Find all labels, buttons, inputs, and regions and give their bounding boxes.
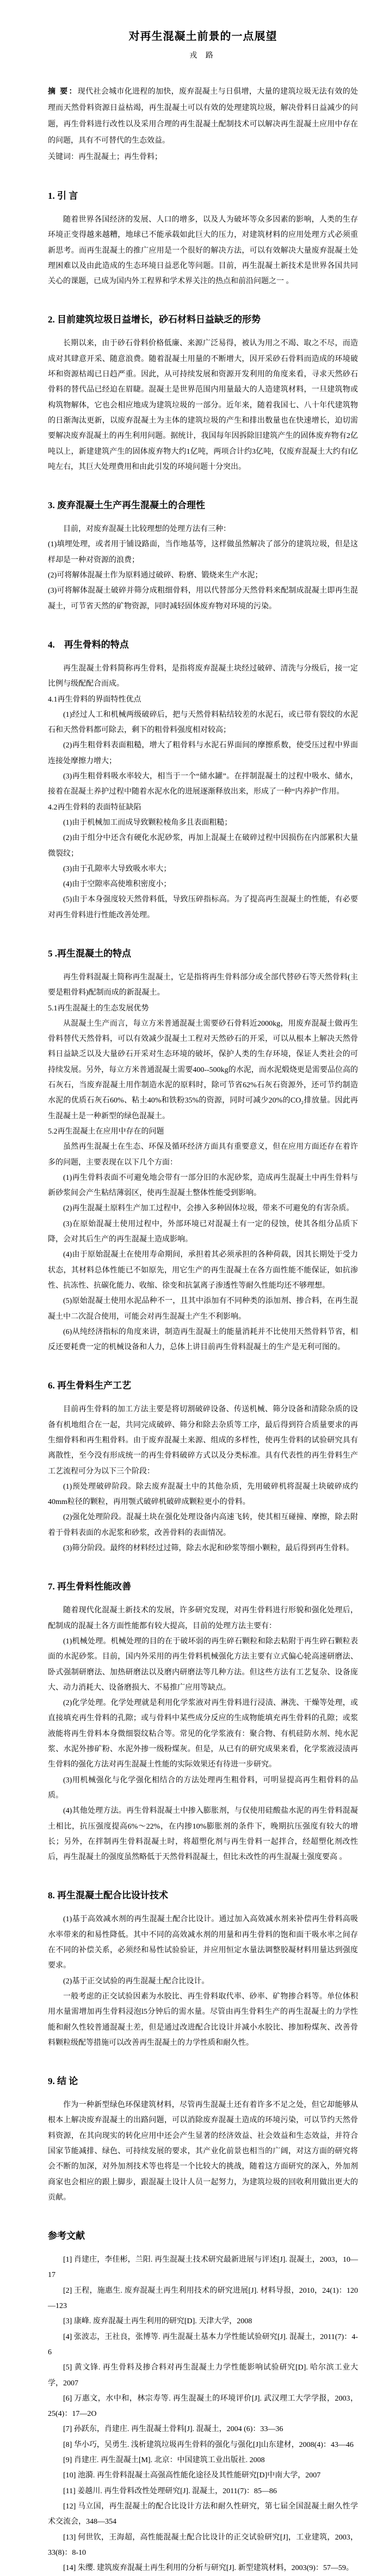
paragraph: 从混凝土生产而言，每立方米普通混凝土需要砂石骨料近2000kg，用废弃混凝土做再生骨料替代天然骨料，可以有效减少混凝土工程对天然砂石的开采，可以从根本上解决天然骨料日益缺乏以及大量砂石开采对生态环境的破坏，保护人类的生存环境，保证人类社会的可持续发展。另外，每立方米普通混凝土需要400--500kg的水泥，而水泥煅烧更是需要品位高的石灰石，当废弃混凝土用作制造水泥的原料时，除可节省62%石灰石资源外，还可节约制造水泥的优质石灰石60%、粘土40%和铁粉35%的资源，同时可减少20%的CO₂排放量。因此再生混凝土是一种新型的绿色混凝土。: [48, 1019, 358, 1120]
section-heading: 1. 引 言: [48, 191, 78, 201]
paragraph: (2)基于正交试验的再生混凝土配合比设计。: [63, 1977, 209, 1986]
paragraph: (3)筛分阶段。最终的材料经过过筛，除去水泥和砂浆等细小颗粒，最后得到再生骨料。: [63, 1544, 354, 1553]
sections-container: [48, 190, 358, 2206]
paragraph: 随着现代化混凝土新技术的发展，许多研究发现，对再生骨料进行形貌和强化处理后，配制成的混凝土各方面性能都有较大提高，目前的处理方法主要有：: [48, 1606, 358, 1630]
references-heading: 参考文献: [48, 2231, 85, 2242]
paragraph: (3)可将解体混凝土破碎并筛分成粗细骨料，用以代替部分天然骨料来配制成混凝土即再生混凝土，可节省天然的矿物资源，同时减轻固体废弃物对环境的污染。: [48, 587, 358, 611]
reference-item: [12] 马立国，再生混凝土的配合比设计方法和耐久性研究，第七届全国混凝土耐久性学术交流会，348—354: [48, 2502, 358, 2526]
paragraph: 5.1再生混凝土的生态发展优势: [48, 1004, 149, 1013]
reference-item: [2] 王程，施惠生. 废弃混凝土再生利用技术的研究进展[J]. 材料导报，2010，24(1)：120—123: [48, 2286, 358, 2311]
section-heading: 7. 再生骨料性能改善: [48, 1581, 131, 1592]
reference-item: [11] 姜越川. 再生骨料改性处理研究[J]. 混凝土，2011(7)：85—86: [63, 2487, 277, 2495]
references-list: [48, 2252, 358, 2576]
reference-item: [7] 孙跃东，肖建庄. 再生混凝土骨料[J]. 混凝土，2004 (6)：33—36: [63, 2425, 283, 2434]
paragraph: 虽然再生混凝土在生态、环保及循环经济方面具有重要意义，但在应用方面还存在着许多的问题，主要表现在以下几个方面：: [48, 1143, 358, 1167]
paragraph: (2)再生混凝土原料生产加工过程中，会掺入多种固体垃圾，带来不可避免的有害杂质。: [63, 1204, 354, 1213]
paragraph: 4.2再生骨料的表面特征缺陷: [48, 803, 141, 812]
paragraph: 再生骨料混凝土简称再生混凝土，它是指将再生骨料部分或全部代替砂石等天然骨料(主要是粗骨料)配制而成的新混凝土。: [48, 973, 358, 997]
paragraph: 目前再生骨料的加工方法主要是将切割破碎设备、传送机械、筛分设备和清除杂质的设备有机地组合在一起，共同完成破碎、筛分和除去杂质等工序，最后得到符合质量要求的再生细骨料和再生粗骨料。由于废弃混凝土来源、组成的多样性，使再生骨料的试验研究具有离散性，至今没有形成统一的再生骨料破碎方式以及分类标准。具有代表性的再生骨料生产工艺流程可分为以下三个阶段：: [48, 1405, 358, 1476]
section-heading: 8. 再生混凝土配合比设计技术: [48, 1890, 168, 1901]
paragraph: (3)在原始混凝土使用过程中，外部环境已对混凝土有一定的侵蚀，使其各组分品质下降，会对其后生产的再生混凝土造成影响。: [48, 1220, 358, 1244]
paragraph: 随着世界各国经济的发展、人口的增多，以及人为破坏等众多因素的影响，人类的生存环境正变得越来越糟，地球已不能承载如此巨大的压力，对建筑材料的应用处理方式必须重新思考。而再生混凝土的推广应用是一个很好的解决方法，可以有效解决大量废弃混凝土处理困难以及由此造成的生态环境日益恶化等问题。目前，再生混凝土新技术是世界各国共同关心的课题，已成为国内外工程界和学术界关注的热点和前沿问题之一 。: [48, 216, 358, 286]
paragraph: 作为一种新型绿色环保建筑材料，尽管再生混凝土还有着许多不足之处，但它却能够从根本上解决废弃混凝土的出路问题，可以消除废弃混凝土造成的环境污染，可以节约天然骨料资源，在其向现实的转化应用中还会产生显著的经济效益、社会效益和生态效益，并符合国家节能减排、绿色、可持续发展的要求，其产业化前景也相当的广阔，对这方面的研究将会不断的加深，对外加剂技术等也将是一个比较大的挑战，随着这方面研究的深入，外加剂商家也会相应的跟上脚步，跟混凝土设计人员一起努力，为建筑垃圾的回收利用做出更大的贡献。: [48, 2101, 358, 2202]
paragraph: (4)其他处理方法。再生骨料混凝土中掺入膨胀剂，与仅使用硅酸盐水泥的再生骨料混凝土相比，抗压强度提高6%～22%，在内掺10%膨胀剂的条件下，晚期抗压强度有较大的增长；另外，在拌制再生骨料混凝土时，将超塑化剂与再生骨料一起拌合，经超塑化剂改性后，再生混凝土的强度虽然略低于天然骨料混凝土，但比未改性的再生混凝土强度要高 。: [48, 1807, 358, 1862]
reference-item: [9] 肖建庄. 再生混凝土[M]. 北京：中国建筑工业出版社. 2008: [63, 2456, 265, 2465]
abstract-text: 现代社会城市化进程的加快，废弃混凝土与日俱增，大量的建筑垃圾无法有效的处理而天然骨料资源日益枯竭，再生混凝土可以有效的处理建筑垃圾，解决骨料日益减少的问题，再生骨料进行改性以及采用合理的再生混凝土配制技术可以解决再生混凝土应用中存在的问题，具有不可替代的生态效益。: [48, 88, 359, 145]
keywords: 关键词：再生混凝土；再生骨料；: [48, 153, 162, 161]
abstract-label: 摘 要：: [48, 88, 78, 96]
reference-item: [4] 张波志，王社良，张博等. 再生混凝土基本力学性能试验研究[J]. 混凝土，2011(7)：4-6: [48, 2333, 358, 2356]
abstract: [48, 84, 358, 149]
reference-item: [6] 万惠文，水中和，林宗寿等. 再生混凝土的环境评价[J]. 武汉理工大学学报，2003，25(4)：17—2O: [48, 2394, 358, 2419]
paragraph: (1)经过人工和机械两级破碎后，把与天然骨料粘结较差的水泥石，或已带有裂纹的水泥石和天然骨料都可除去，剩下的粗骨料强度相对较高；: [48, 710, 358, 735]
paragraph: (2)化学处理。化学处理就是利用化学浆液对再生骨料进行浸渍、淋洗、干燥等处理，或直接填充再生骨料的孔隙；或与骨料中某些成分反应的生成物能填充再生骨料的孔隙；或浆液能将再生骨料本身微细裂纹粘合等。常见的化学浆液有：聚合物、有机硅防水剂、纯水泥浆、水泥外掺矿粉、水泥外掺一级粉煤灰。但是，从已有的研究成果来看，化学浆液浸渍再生骨料的强化方法对再生混凝土性能的实际效果还有待进一步研究。: [48, 1699, 358, 1769]
reference-item: [3] 康峰. 废弃混凝土再生利用的研究[D]. 天津大学，2008: [63, 2317, 252, 2326]
paragraph: (2)强化处理阶段。混凝土块在强化处理设备内高速飞转，使其相互碰撞、摩擦，除去附着于骨料表面的水泥浆和砂浆，改善骨料的表面情况。: [48, 1513, 358, 1537]
paragraph: (1)再生骨料表面不可避免地会带有一部分旧的水泥砂浆，造成再生混凝土中再生骨料与新砂浆间会产生粘结薄弱区，使再生混凝土整体性能受到影响。: [48, 1173, 358, 1198]
paragraph: (4)由于原始混凝土在使用寿命期间，承担着其必须承担的各种荷载，因其长期处于受力状态，其材料总体性能已不如原先，用它生产的再生混凝土在各方面性能不能保证，如抗渗性、抗冻性、抗碳化能力、收缩、徐变和抗氯离子渗透性等耐久性能均还不够理想。: [48, 1251, 358, 1290]
reference-item: [10] 池漪. 再生骨料混凝土高强高性能化途径及其性能研究[D]中南大学，2007: [63, 2471, 321, 2480]
paragraph: (2)由于组分中还含有硬化水泥砂浆，再加上混凝土在破碎过程中因损伤在内部累积大量微裂纹；: [48, 834, 358, 858]
paragraph: (6)从纯经济指标的角度来讲，制造再生混凝土的能量消耗并不比使用天然骨料节省，相反还要耗费一定的机械设备和人力，总体上讲目前再生骨料混凝土的生产是无利可图的。: [48, 1327, 358, 1352]
reference-item: [13] 何世钦，王海超，高性能混凝土配合比设计的正交试验研究[J]，工业建筑，2003，33(8)：8-10: [48, 2533, 358, 2557]
paragraph: (5)原始混凝土使用水泥品种不一，且其中添加有不同种类的添加剂、掺合料，在再生混凝土中二次混合使用，可能会对再生混凝土产生不利影响。: [48, 1297, 358, 1321]
reference-item: [1] 肖建庄，李佳彬，兰阳. 再生混凝土技术研究最新进展与评述[J]. 混凝土，2003，10—17: [48, 2256, 358, 2280]
paragraph: 再生混凝土骨料简称再生骨料，是指将废弃混凝土块经过破碎、清洗与分级后，接一定比例与级配配合而成。: [48, 664, 358, 689]
reference-item: [14] 朱缨. 建筑废弃混凝土再生利用的分析与研究[J]. 新型建筑材料，2003(9)：57—59。: [63, 2564, 354, 2573]
paragraph: (3)由于孔隙率大导致吸水率大；: [63, 864, 171, 873]
section-heading: 4. 再生骨料的特点: [48, 639, 129, 650]
paragraph: (1)预处理破碎阶段。除去废弃混凝土中的其他杂质，先用破碎机将混凝土块破碎成约40mm粒径的颗粒，再用颚式破碎机破碎成颗粒更小的骨料。: [48, 1482, 358, 1507]
paragraph: (1)基于高效减水剂的再生混凝土配合比设计。通过加入高效减水剂来补偿再生骨料高吸水率带来的和易性降低。其中不同的高效减水剂的用量和再生骨料的饱和面干吸水率之间存在不同的补偿关系，必须经和易性试验验证，并应用恒定水量法调整胶凝材料用量达到强度要求。: [48, 1915, 358, 1970]
section-heading: 2. 目前建筑垃圾日益增长，砂石材料日益缺乏的形势: [48, 314, 261, 325]
paragraph: (3)用机械强化与化学强化相结合的方法处理再生粗骨料，可明显提高再生粗骨料的品质。: [48, 1776, 358, 1800]
paragraph: (1)填埋处理，或者用于铺设路面，当作地基等，这样做虽然解决了部分的建筑垃圾，但是这样却是一种对资源的浪费；: [48, 540, 358, 564]
paragraph: 5.2再生混凝土在应用中存在的问题: [48, 1127, 164, 1136]
page-title: 对再生混凝土前景的一点展望: [128, 31, 277, 42]
paragraph: (3)再生粗骨料吸水率较大，相当于一个“储水罐”。在拌制混凝土的过程中吸水、储水，接着在混凝土养护过程中随着水泥水化的进展逐渐释放出来，形成了一种“内养护”作用。: [48, 772, 358, 796]
paragraph: 一般考虑的正交试验因素为水胶比、再生骨料取代率、砂率、矿物掺合料等。单位体积用水量需增加再生骨料浸泡l5分钟后的需水量。尽管由再生骨料生产的再生混凝土的力学性能和耐久性较普通混凝土差，但是通过改进配合比设计并减小水胶比、掺加粉煤灰、改善骨料颗粒级配等措施可以改善再生混凝土的力学性质和耐久性。: [48, 1992, 358, 2047]
paragraph: 目前，对废弃混凝土比较理想的处理方法有三种：: [63, 525, 231, 534]
paragraph: (1)机械处理。机械处理的目的在于破坏弱的再生碎石颗粒和除去粘附于再生碎石颗粒表面的水泥砂浆。目前，国内外采用的再生骨料机械强化方法主要有立式偏心轮高速研磨法、卧式强制研磨法、加热研磨法以及磨内研磨法等几种方法。但这些方法有工艺复杂、设备庞大、动力消耗大、设备磨损大、不易推广应用等缺点。: [48, 1637, 358, 1692]
paragraph: 4.1再生骨料的界面特性优点: [48, 695, 141, 704]
author: 戎 路: [189, 52, 217, 60]
paragraph: (1)由于机械加工而成导致颗粒棱角多且表面粗糙；: [63, 818, 232, 827]
section-heading: 9. 结 论: [48, 2076, 78, 2087]
paragraph: (5)由于本身强度较天然骨料低，导致压碎指标高。为了提高再生混凝土的性能，有必要对再生骨料进行性能改善处理。: [48, 896, 358, 919]
paragraph: (2)可将解体混凝土作为原料通过破碎、粉磨、锻烧来生产水泥；: [48, 571, 263, 580]
paragraph: (4)由于空隙率高使堆积密度小；: [63, 880, 171, 889]
section-heading: 3. 废弃混凝土生产再生混凝土的合理性: [48, 500, 205, 511]
reference-item: [8] 华小巧，吴勇生. 浅析建筑垃圾再生骨料的强化与强化[J]山东建材，2008(4)：43—46: [63, 2440, 354, 2449]
section-heading: 5 .再生混凝土的特点: [48, 948, 131, 959]
paragraph: 长期以来，由于砂石骨料价格低廉、来源广泛易得，被认为用之不竭、取之不尽，而造成对其肆意开采、随意浪费。随着混凝土用量的不断增大，因开采砂石骨料而造成的环境破坏和资源枯竭已日趋严重。因此，从可持续发展和资源开发利用的角度来看，寻求天然砂石骨料的替代品已经迫在眉睫。混凝土是世界范围内用量最大的人造建筑材料，一旦建筑物或构筑物解体，它也会相应地成为建筑垃圾的一部分。近年来，随着我国七、八十年代建筑物的日渐淘汰更新，以废弃混凝土为主体的建筑垃圾的产生和排出数量也在快速增长，迫切需要解决废弃混凝土的再生利用问题。据统计，我国每年因拆除旧建筑产生的固体废弃物有2亿吨以上，新建建筑产生的固体废弃物大约1亿吨，两项合计约3亿吨，仅废弃混凝土大约有l亿吨左右，其巨大处理费用和由此引发的环境问题十分突出。: [48, 339, 358, 471]
reference-item: [5] 黄文锋. 再生骨料及掺合料对再生混凝土力学性能影响试验研究[D]. 哈尔滨工业大学，2007: [48, 2364, 358, 2388]
section-heading: 6. 再生骨料生产工艺: [48, 1380, 131, 1391]
paragraph: (2)再生粗骨料表面粗糙，增大了粗骨料与水泥石界面间的摩擦系数，使受压过程中界面连接处摩擦力增大；: [48, 741, 358, 765]
